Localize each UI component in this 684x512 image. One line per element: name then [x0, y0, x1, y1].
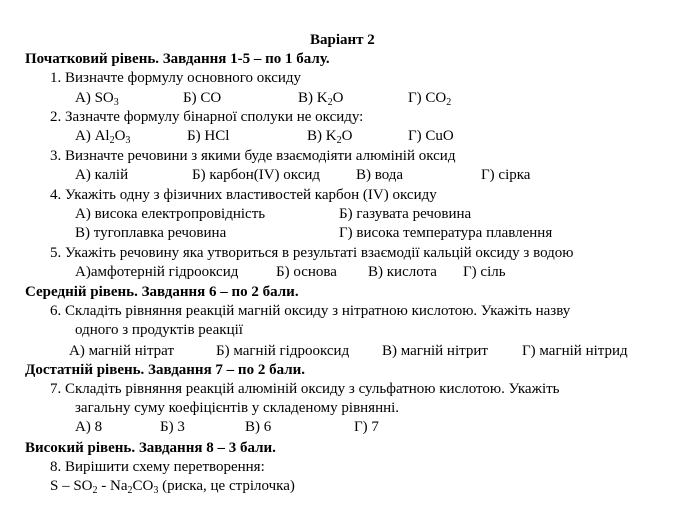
- question-8: 8. Вирішити схему перетворення:: [50, 459, 265, 475]
- option-c: В) магній нітрит: [382, 343, 488, 359]
- question-6-line1: 6. Складіть рівняння реакцій магній оксиду з нітратною кислотою. Укажіть назву: [50, 303, 571, 319]
- question-6-line2: одного з продуктів реакції: [75, 322, 243, 338]
- question-2: 2. Зазначте формулу бінарної сполуки не оксиду:: [50, 109, 364, 125]
- option-c: В) вода: [356, 167, 404, 183]
- option-a: А) калій: [75, 167, 129, 183]
- option-a: А) $SO_3$: [75, 90, 119, 108]
- option-c: В) 6: [245, 419, 272, 435]
- option-a: А) $Al_2O_3$: [75, 128, 131, 146]
- option-d: Г) висока температура плавлення: [339, 225, 553, 241]
- page-title: Варіант 2: [310, 32, 375, 48]
- question-4: 4. Укажіть одну з фізичних властивостей карбон (IV) оксиду: [50, 187, 437, 203]
- level-high-heading: Високий рівень. Завдання 8 – 3 бали.: [25, 440, 276, 456]
- option-b: Б) газувата речовина: [339, 206, 472, 222]
- question-3: 3. Визначте речовини з якими буде взаємодіяти алюміній оксид: [50, 148, 456, 164]
- level-sufficient-heading: Достатній рівень. Завдання 7 – по 2 бали.: [25, 362, 306, 378]
- option-c: В) $K_2O$: [298, 90, 344, 108]
- option-d: Г) сірка: [481, 167, 531, 183]
- option-b: Б) карбон(IV) оксид: [192, 167, 321, 183]
- option-d: Г) магній нітрид: [522, 343, 628, 359]
- option-b: Б) магній гідрооксид: [216, 343, 350, 359]
- option-b: Б) основа: [276, 264, 337, 280]
- option-c: В) тугоплавка речовина: [75, 225, 227, 241]
- question-1: 1. Визначте формулу основного оксиду: [50, 70, 302, 86]
- option-c: В) $K_2O$: [307, 128, 353, 146]
- option-a: А) магній нітрат: [69, 343, 175, 359]
- option-b: Б) CO: [183, 90, 222, 106]
- option-a: А) 8: [75, 419, 103, 435]
- option-d: Г) 7: [354, 419, 379, 435]
- question-5: 5. Укажіть речовину яка утвориться в результаті взаємодії кальцій оксиду з водою: [50, 245, 574, 261]
- option-d: Г) CuO: [408, 128, 454, 144]
- option-c: В) кислота: [368, 264, 437, 280]
- level-middle-heading: Середній рівень. Завдання 6 – по 2 бали.: [25, 284, 299, 300]
- question-7-line1: 7. Складіть рівняння реакцій алюміній оксиду з сульфатною кислотою. Укажіть: [50, 381, 560, 397]
- option-d: Г) сіль: [463, 264, 506, 280]
- conversion-scheme: S – $SO_2 - Na_2CO_3$ (риска, це стрілочка): [50, 478, 295, 496]
- option-a: А) висока електропровідність: [75, 206, 266, 222]
- question-7-line2: загальну суму коефіцієнтів у складеному рівнянні.: [75, 400, 400, 416]
- option-d: Г) $CO_2$: [408, 90, 452, 108]
- option-a: А)амфотерній гідрооксид: [75, 264, 239, 280]
- option-b: Б) HCl: [187, 128, 230, 144]
- option-b: Б) 3: [160, 419, 185, 435]
- level-initial-heading: Початковий рівень. Завдання 1-5 – по 1 балу.: [25, 51, 330, 67]
